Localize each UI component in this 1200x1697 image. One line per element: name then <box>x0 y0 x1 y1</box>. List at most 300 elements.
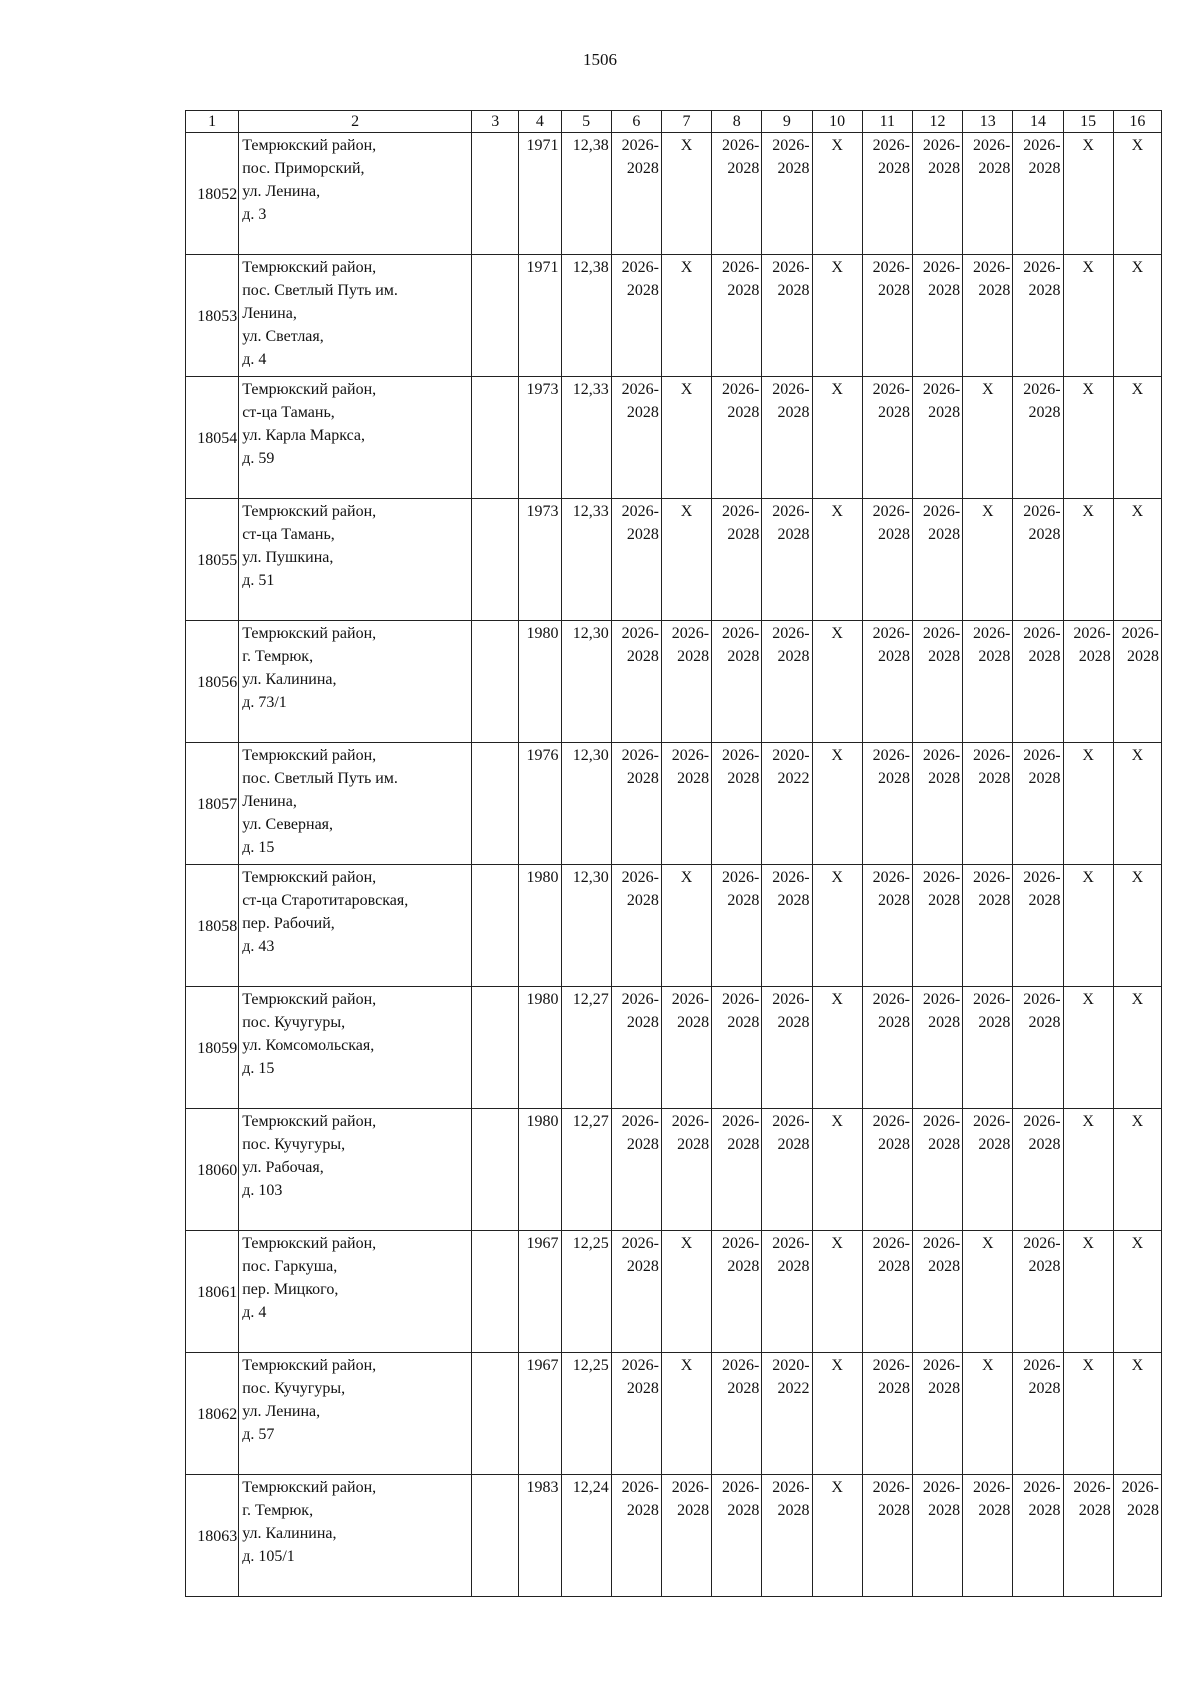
period-part: 2028 <box>928 282 961 299</box>
period-part: 2026- <box>621 381 659 398</box>
period-part: 2028 <box>928 160 961 177</box>
x-mark: X <box>831 259 843 276</box>
column-3-cell <box>472 377 519 499</box>
period-cell-c14 <box>1013 255 1063 377</box>
period-part: 2026- <box>922 991 961 1008</box>
column-3-cell <box>472 1475 519 1597</box>
period-part: 2026- <box>973 625 1011 642</box>
period-cell-c15 <box>1063 621 1113 743</box>
period-cell-c7 <box>661 499 711 621</box>
address-cell <box>239 1231 472 1353</box>
record-id: 18059 <box>186 987 239 1109</box>
period-part: 2026- <box>922 625 961 642</box>
address-line: г. Темрюк, <box>242 648 314 665</box>
table-row <box>186 1231 1162 1353</box>
period-part: 2028 <box>928 526 961 543</box>
period-part: 2026- <box>621 503 659 520</box>
x-mark: X <box>1082 1113 1094 1130</box>
period-part: 2026- <box>872 991 910 1008</box>
column-header: 7 <box>661 111 711 133</box>
address-line: пер. Рабочий, <box>242 915 335 932</box>
address-line: Темрюкский район, <box>242 1235 377 1252</box>
period-part: 2026- <box>1023 1357 1061 1374</box>
x-mark: X <box>1082 1235 1094 1252</box>
period-part: 2026- <box>922 381 961 398</box>
period-part: 2028 <box>626 648 659 665</box>
period-part: 2026- <box>973 869 1011 886</box>
address-line: Темрюкский район, <box>242 991 377 1008</box>
period-part: 2026- <box>772 381 810 398</box>
period-part: 2028 <box>677 770 710 787</box>
year-cell: 1971 <box>519 133 561 255</box>
period-cell-c7 <box>661 255 711 377</box>
period-cell-c10 <box>812 865 862 987</box>
period-part: 2026- <box>772 991 810 1008</box>
x-mark: X <box>1082 1357 1094 1374</box>
column-3-cell <box>472 1109 519 1231</box>
year-cell: 1971 <box>519 255 561 377</box>
period-cell-c8 <box>712 255 762 377</box>
address-cell <box>239 377 472 499</box>
address-line: ул. Комсомольская, <box>242 1037 375 1054</box>
period-cell-c9 <box>762 1231 812 1353</box>
address-line: д. 57 <box>242 1426 275 1443</box>
period-part: 2028 <box>877 1136 910 1153</box>
address-line: д. 3 <box>242 206 267 223</box>
address-line: д. 59 <box>242 450 275 467</box>
period-part: 2028 <box>777 648 810 665</box>
period-part: 2028 <box>626 1014 659 1031</box>
period-cell-c11 <box>862 865 912 987</box>
period-part: 2028 <box>727 526 760 543</box>
period-part: 2028 <box>928 404 961 421</box>
period-part: 2028 <box>727 648 760 665</box>
table-row <box>186 133 1162 255</box>
column-3-cell <box>472 255 519 377</box>
address-line: пос. Кучугуры, <box>242 1136 346 1153</box>
table-row <box>186 377 1162 499</box>
period-part: 2026- <box>722 869 760 886</box>
x-mark: X <box>981 503 994 520</box>
column-header: 13 <box>963 111 1013 133</box>
period-cell-c6 <box>611 865 661 987</box>
period-cell-c15 <box>1063 865 1113 987</box>
x-mark: X <box>831 503 843 520</box>
period-cell-c7 <box>661 377 711 499</box>
period-cell-c10 <box>812 255 862 377</box>
address-line: ул. Ленина, <box>242 183 321 200</box>
period-part: 2028 <box>1028 282 1061 299</box>
x-mark: X <box>1082 137 1094 154</box>
period-part: 2028 <box>928 1380 961 1397</box>
value-cell: 12,33 <box>561 377 611 499</box>
period-cell-c7 <box>661 1475 711 1597</box>
period-cell-c6 <box>611 499 661 621</box>
period-part: 2026- <box>621 259 659 276</box>
period-part: 2026- <box>671 747 710 764</box>
period-cell-c13 <box>963 987 1013 1109</box>
period-part: 2026- <box>1073 1479 1111 1496</box>
period-part: 2028 <box>978 892 1011 909</box>
column-3-cell <box>472 499 519 621</box>
address-line: д. 103 <box>242 1182 283 1199</box>
period-cell-c10 <box>812 133 862 255</box>
period-cell-c8 <box>712 499 762 621</box>
period-part: 2026- <box>772 1113 810 1130</box>
period-cell-c14 <box>1013 621 1063 743</box>
period-part: 2028 <box>1028 1380 1061 1397</box>
period-part: 2026- <box>922 869 961 886</box>
value-cell: 12,30 <box>561 621 611 743</box>
period-cell-c14 <box>1013 865 1063 987</box>
period-part: 2028 <box>727 892 760 909</box>
column-header: 8 <box>712 111 762 133</box>
column-3-cell <box>472 1231 519 1353</box>
period-cell-c11 <box>862 1475 912 1597</box>
period-cell-c11 <box>862 1353 912 1475</box>
period-cell-c9 <box>762 377 812 499</box>
period-part: 2026- <box>722 625 760 642</box>
period-cell-c6 <box>611 1109 661 1231</box>
period-part: 2026- <box>1121 1479 1159 1496</box>
period-cell-c6 <box>611 1475 661 1597</box>
column-3-cell <box>472 987 519 1109</box>
period-part: 2028 <box>727 1502 760 1519</box>
period-cell-c13 <box>963 865 1013 987</box>
x-mark: X <box>680 503 693 520</box>
address-line: Темрюкский район, <box>242 747 377 764</box>
period-part: 2028 <box>928 770 961 787</box>
period-part: 2028 <box>1078 648 1111 665</box>
period-cell-c8 <box>712 133 762 255</box>
column-header: 1 <box>186 111 239 133</box>
x-mark: X <box>831 381 843 398</box>
period-cell-c7 <box>661 1231 711 1353</box>
period-part: 2026- <box>872 1235 910 1252</box>
period-part: 2026- <box>621 1113 659 1130</box>
period-part: 2028 <box>777 160 810 177</box>
value-cell: 12,33 <box>561 499 611 621</box>
period-cell-c16 <box>1113 1109 1161 1231</box>
record-id: 18061 <box>186 1231 239 1353</box>
period-cell-c12 <box>912 1475 962 1597</box>
period-cell-c16 <box>1113 499 1161 621</box>
period-part: 2026- <box>722 1235 760 1252</box>
address-line: ул. Светлая, <box>242 328 324 345</box>
period-cell-c15 <box>1063 1231 1113 1353</box>
period-cell-c11 <box>862 621 912 743</box>
period-part: 2026- <box>1023 259 1061 276</box>
period-part: 2022 <box>777 770 810 787</box>
period-part: 2028 <box>928 1258 961 1275</box>
address-line: пос. Кучугуры, <box>242 1014 346 1031</box>
period-part: 2028 <box>877 404 910 421</box>
period-part: 2026- <box>722 1113 760 1130</box>
period-part: 2026- <box>722 137 760 154</box>
period-part: 2026- <box>621 625 659 642</box>
period-part: 2028 <box>877 1014 910 1031</box>
x-mark: X <box>1131 869 1144 886</box>
period-cell-c10 <box>812 1475 862 1597</box>
record-id: 18057 <box>186 743 239 865</box>
period-part: 2026- <box>973 259 1011 276</box>
period-part: 2026- <box>872 1113 910 1130</box>
period-part: 2026- <box>922 137 961 154</box>
table-row <box>186 1353 1162 1475</box>
period-part: 2028 <box>877 1380 910 1397</box>
period-part: 2028 <box>1028 1136 1061 1153</box>
address-cell <box>239 1475 472 1597</box>
period-cell-c12 <box>912 1109 962 1231</box>
period-part: 2028 <box>978 1014 1011 1031</box>
year-cell: 1967 <box>519 1353 561 1475</box>
period-part: 2028 <box>928 648 961 665</box>
value-cell: 12,38 <box>561 255 611 377</box>
period-part: 2026- <box>621 1235 659 1252</box>
period-cell-c8 <box>712 1109 762 1231</box>
record-id: 18058 <box>186 865 239 987</box>
x-mark: X <box>1082 259 1094 276</box>
period-part: 2028 <box>727 1258 760 1275</box>
year-cell: 1980 <box>519 987 561 1109</box>
period-cell-c7 <box>661 743 711 865</box>
table-row <box>186 499 1162 621</box>
period-part: 2028 <box>626 1502 659 1519</box>
period-part: 2028 <box>677 1014 710 1031</box>
period-cell-c12 <box>912 1231 962 1353</box>
x-mark: X <box>981 1235 994 1252</box>
period-part: 2028 <box>677 648 710 665</box>
address-cell <box>239 133 472 255</box>
period-cell-c16 <box>1113 865 1161 987</box>
period-part: 2028 <box>677 1136 710 1153</box>
period-part: 2028 <box>777 1014 810 1031</box>
table-row <box>186 1109 1162 1231</box>
value-cell: 12,25 <box>561 1353 611 1475</box>
period-part: 2028 <box>877 160 910 177</box>
period-part: 2026- <box>922 259 961 276</box>
period-part: 2028 <box>1028 1014 1061 1031</box>
period-cell-c9 <box>762 743 812 865</box>
period-part: 2028 <box>978 160 1011 177</box>
x-mark: X <box>831 1235 843 1252</box>
housing-register-table <box>185 110 1162 1597</box>
period-cell-c15 <box>1063 743 1113 865</box>
x-mark: X <box>981 381 994 398</box>
address-line: Темрюкский район, <box>242 1357 377 1374</box>
period-part: 2026- <box>1023 137 1061 154</box>
period-cell-c6 <box>611 377 661 499</box>
value-cell: 12,38 <box>561 133 611 255</box>
column-3-cell <box>472 133 519 255</box>
table-row <box>186 1475 1162 1597</box>
column-header: 12 <box>912 111 962 133</box>
period-part: 2028 <box>978 1136 1011 1153</box>
period-cell-c6 <box>611 133 661 255</box>
column-3-cell <box>472 743 519 865</box>
period-cell-c13 <box>963 133 1013 255</box>
period-cell-c14 <box>1013 133 1063 255</box>
page-number: 1506 <box>583 50 617 69</box>
period-part: 2020- <box>772 747 810 764</box>
period-part: 2026- <box>872 1479 910 1496</box>
period-cell-c14 <box>1013 1231 1063 1353</box>
period-part: 2026- <box>922 1113 961 1130</box>
address-cell <box>239 255 472 377</box>
period-part: 2028 <box>1028 526 1061 543</box>
x-mark: X <box>831 1479 843 1496</box>
x-mark: X <box>1082 869 1094 886</box>
period-part: 2028 <box>978 770 1011 787</box>
address-line: Темрюкский район, <box>242 259 377 276</box>
period-cell-c13 <box>963 743 1013 865</box>
period-cell-c13 <box>963 1109 1013 1231</box>
year-cell: 1976 <box>519 743 561 865</box>
period-cell-c14 <box>1013 377 1063 499</box>
year-cell: 1980 <box>519 621 561 743</box>
period-cell-c8 <box>712 1353 762 1475</box>
x-mark: X <box>1082 747 1094 764</box>
column-3-cell <box>472 865 519 987</box>
period-cell-c10 <box>812 1231 862 1353</box>
period-cell-c12 <box>912 1353 962 1475</box>
period-cell-c13 <box>963 1475 1013 1597</box>
period-cell-c7 <box>661 865 711 987</box>
period-part: 2026- <box>922 747 961 764</box>
address-line: Темрюкский район, <box>242 1113 377 1130</box>
address-line: д. 105/1 <box>242 1548 295 1565</box>
x-mark: X <box>831 869 843 886</box>
period-cell-c12 <box>912 621 962 743</box>
period-part: 2028 <box>1028 160 1061 177</box>
period-part: 2026- <box>1023 1113 1061 1130</box>
period-part: 2028 <box>1028 1502 1061 1519</box>
column-number-row <box>186 111 1162 133</box>
period-cell-c9 <box>762 1109 812 1231</box>
x-mark: X <box>1082 381 1094 398</box>
address-cell <box>239 987 472 1109</box>
column-header: 4 <box>519 111 561 133</box>
address-line: д. 73/1 <box>242 694 287 711</box>
x-mark: X <box>680 259 693 276</box>
period-cell-c15 <box>1063 255 1113 377</box>
x-mark: X <box>831 747 843 764</box>
period-part: 2026- <box>973 991 1011 1008</box>
period-part: 2028 <box>626 526 659 543</box>
x-mark: X <box>680 1357 693 1374</box>
address-line: ст-ца Тамань, <box>242 526 335 543</box>
period-cell-c16 <box>1113 255 1161 377</box>
address-line: ул. Калинина, <box>242 671 337 688</box>
period-cell-c14 <box>1013 987 1063 1109</box>
x-mark: X <box>1131 1235 1144 1252</box>
record-id: 18060 <box>186 1109 239 1231</box>
period-part: 2026- <box>973 137 1011 154</box>
register-body <box>186 133 1162 1597</box>
period-part: 2028 <box>928 1014 961 1031</box>
column-3-cell <box>472 621 519 743</box>
period-part: 2026- <box>922 1479 961 1496</box>
period-part: 2028 <box>777 1136 810 1153</box>
period-cell-c8 <box>712 865 762 987</box>
period-part: 2028 <box>978 1502 1011 1519</box>
period-part: 2026- <box>872 625 910 642</box>
period-cell-c14 <box>1013 743 1063 865</box>
period-cell-c16 <box>1113 1353 1161 1475</box>
period-cell-c15 <box>1063 133 1113 255</box>
period-part: 2026- <box>922 1235 961 1252</box>
period-cell-c14 <box>1013 1109 1063 1231</box>
address-line: д. 15 <box>242 1060 275 1077</box>
x-mark: X <box>981 1357 994 1374</box>
record-id: 18063 <box>186 1475 239 1597</box>
period-part: 2028 <box>626 160 659 177</box>
period-part: 2028 <box>727 404 760 421</box>
record-id: 18054 <box>186 377 239 499</box>
address-line: д. 4 <box>242 1304 267 1321</box>
period-part: 2028 <box>626 1136 659 1153</box>
period-cell-c8 <box>712 1475 762 1597</box>
period-cell-c16 <box>1113 1475 1161 1597</box>
column-header: 15 <box>1063 111 1113 133</box>
period-cell-c10 <box>812 377 862 499</box>
period-part: 2028 <box>677 1502 710 1519</box>
period-cell-c9 <box>762 255 812 377</box>
period-cell-c7 <box>661 133 711 255</box>
period-part: 2028 <box>777 526 810 543</box>
period-part: 2028 <box>1028 648 1061 665</box>
period-cell-c9 <box>762 1353 812 1475</box>
period-cell-c11 <box>862 1231 912 1353</box>
address-line: д. 43 <box>242 938 275 955</box>
period-part: 2028 <box>877 892 910 909</box>
period-part: 2026- <box>872 137 910 154</box>
period-cell-c11 <box>862 987 912 1109</box>
period-part: 2026- <box>1023 747 1061 764</box>
address-line: д. 51 <box>242 572 275 589</box>
period-cell-c13 <box>963 499 1013 621</box>
period-part: 2026- <box>772 625 810 642</box>
period-part: 2026- <box>621 869 659 886</box>
year-cell: 1967 <box>519 1231 561 1353</box>
period-cell-c11 <box>862 743 912 865</box>
column-header: 3 <box>472 111 519 133</box>
period-part: 2026- <box>872 1357 910 1374</box>
period-cell-c11 <box>862 377 912 499</box>
period-cell-c16 <box>1113 377 1161 499</box>
period-cell-c9 <box>762 987 812 1109</box>
period-part: 2028 <box>877 1502 910 1519</box>
period-part: 2028 <box>1028 404 1061 421</box>
period-part: 2028 <box>1127 648 1159 665</box>
address-cell <box>239 1353 472 1475</box>
x-mark: X <box>1131 503 1144 520</box>
period-part: 2026- <box>872 381 910 398</box>
table-row <box>186 865 1162 987</box>
address-line: Темрюкский район, <box>242 1479 377 1496</box>
x-mark: X <box>831 1357 843 1374</box>
x-mark: X <box>1131 1357 1144 1374</box>
period-part: 2028 <box>877 648 910 665</box>
address-line: ул. Рабочая, <box>242 1159 324 1176</box>
period-part: 2028 <box>727 770 760 787</box>
period-cell-c15 <box>1063 1475 1113 1597</box>
period-cell-c16 <box>1113 1231 1161 1353</box>
period-part: 2028 <box>777 892 810 909</box>
period-cell-c7 <box>661 1353 711 1475</box>
x-mark: X <box>1131 1113 1144 1130</box>
period-cell-c15 <box>1063 1353 1113 1475</box>
